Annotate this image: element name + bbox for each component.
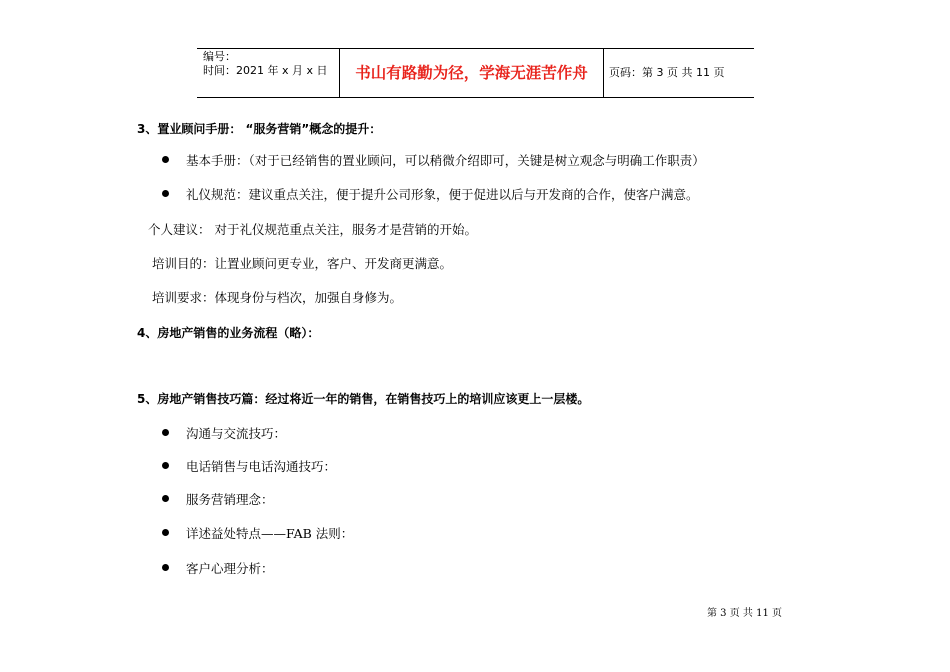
goal-text: 培训目的：让置业顾问更专业，客户、开发商更满意。 — [152, 256, 453, 271]
bullet-icon — [162, 529, 169, 536]
requirement-text: 培训要求：体现身份与档次，加强自身修为。 — [152, 290, 403, 305]
header-page-code: 页码：第 3 页 共 11 页 — [609, 66, 725, 79]
bullet-icon — [162, 564, 169, 571]
bullet-icon — [162, 462, 169, 469]
bullet-icon — [162, 495, 169, 502]
list-item: 沟通与交流技巧： — [186, 426, 287, 441]
bullet-icon — [162, 156, 169, 163]
suggestion-text: 个人建议： 对于礼仪规范重点关注，服务才是营销的开始。 — [148, 222, 477, 237]
bullet-icon — [162, 429, 169, 436]
header-motto: 书山有路勤为径，学海无涯苦作舟 — [339, 49, 604, 97]
page-footer: 第 3 页 共 11 页 — [707, 608, 782, 619]
header-number: 编号： — [203, 50, 236, 63]
list-item: 详述益处特点——FAB 法则： — [186, 526, 354, 541]
section-4-heading: 4、房地产销售的业务流程（略）： — [137, 326, 320, 340]
list-item: 基本手册：（对于已经销售的置业顾问，可以稍微介绍即可，关键是树立观念与明确工作职责） — [186, 153, 705, 168]
list-item: 客户心理分析： — [186, 561, 274, 576]
bullet-icon — [162, 190, 169, 197]
list-item: 服务营销理念： — [186, 492, 274, 507]
list-item: 礼仪规范：建议重点关注，便于提升公司形象，便于促进以后与开发商的合作，使客户满意。 — [186, 187, 699, 202]
list-item: 电话销售与电话沟通技巧： — [186, 459, 337, 474]
header-time: 时间：2021 年 x 月 x 日 — [203, 64, 328, 77]
section-5-heading: 5、房地产销售技巧篇：经过将近一年的销售，在销售技巧上的培训应该更上一层楼。 — [137, 392, 590, 406]
section-3-heading: 3、置业顾问手册： “服务营销”概念的提升： — [137, 122, 382, 136]
header-meta — [197, 49, 339, 97]
page-header — [197, 48, 754, 98]
